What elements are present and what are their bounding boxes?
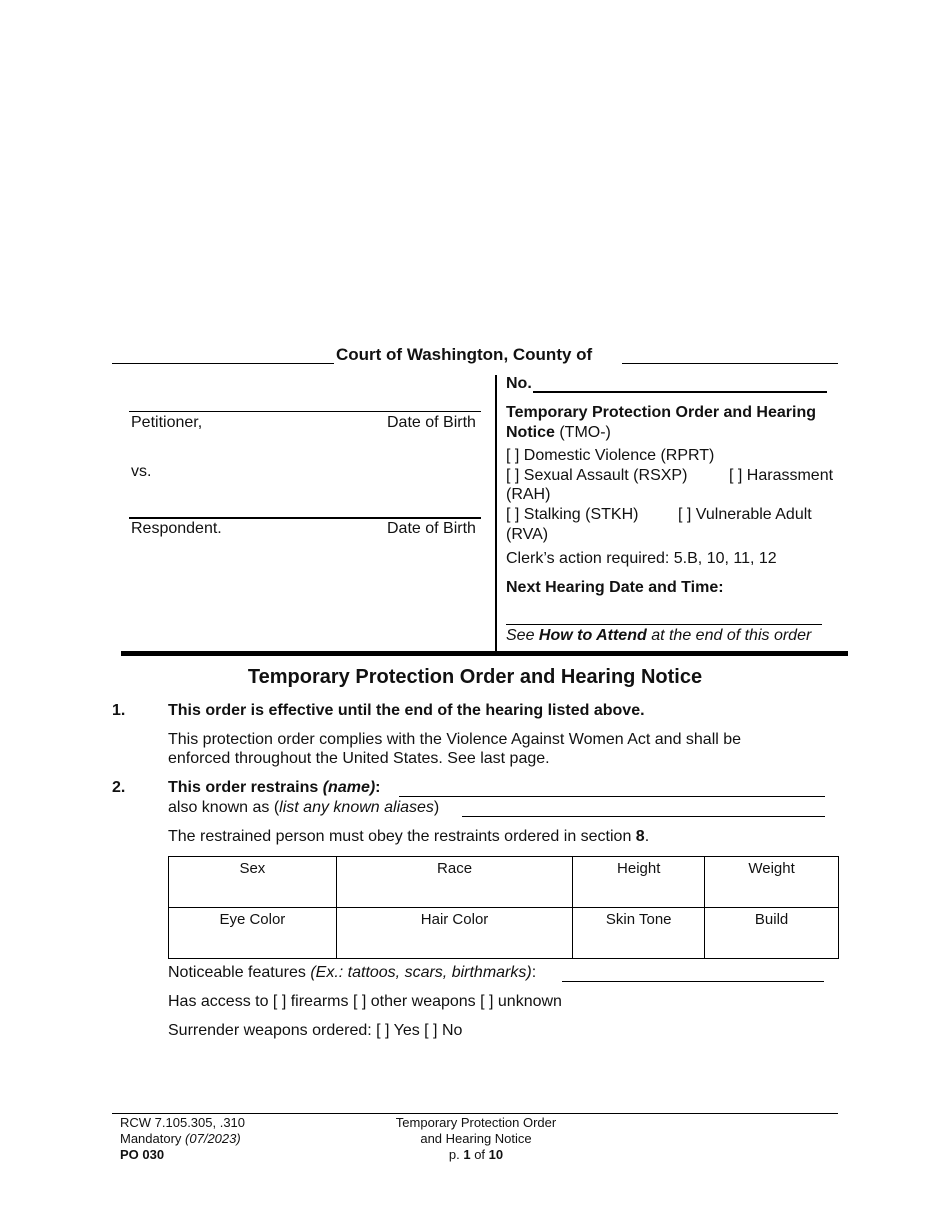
see-post: at the end of this order <box>646 627 812 644</box>
page-pre: p. <box>448 1147 464 1162</box>
build-cell[interactable]: Build <box>705 908 839 959</box>
aka-label <box>168 799 439 817</box>
hair-color-cell[interactable]: Hair Color <box>336 908 573 959</box>
section2-heading-text: This order restrains <box>168 779 323 796</box>
mandatory-label: Mandatory <box>120 1131 186 1146</box>
page-total: 10 <box>488 1147 504 1162</box>
see-how-to-attend <box>506 627 811 645</box>
petitioner-dob-label: Date of Birth <box>387 414 476 431</box>
caption-title: Temporary Protection Order and Hearing <box>506 404 816 421</box>
aka-post: ) <box>433 799 440 816</box>
section2-number: 2. <box>112 779 126 796</box>
clerk-action: Clerk’s action required: 5.B, 10, 11, 12 <box>506 550 777 567</box>
option-harassment[interactable]: [ ] Harassment <box>729 467 834 484</box>
caption-title-code: (TMO-) <box>554 424 611 441</box>
height-cell[interactable]: Height <box>573 857 705 908</box>
obey-statement <box>168 828 649 846</box>
skin-tone-cell[interactable]: Skin Tone <box>573 908 705 959</box>
caption-divider <box>495 375 497 652</box>
aka-pre: also known as ( <box>168 799 280 816</box>
weight-cell[interactable]: Weight <box>705 857 839 908</box>
next-hearing-label: Next Hearing Date and Time: <box>506 579 724 596</box>
petitioner-label: Petitioner, <box>131 414 203 431</box>
section2-heading-colon: : <box>375 779 381 796</box>
section2-heading-name: (name) <box>322 779 376 796</box>
how-to-attend-link: How to Attend <box>538 627 647 644</box>
footer-title-line2: and Hearing Notice <box>420 1131 532 1146</box>
see-pre: See <box>506 627 539 644</box>
respondent-label: Respondent. <box>131 520 222 537</box>
page-of: of <box>470 1147 489 1162</box>
next-hearing-line[interactable] <box>506 624 822 625</box>
obey-pre: The restrained person must obey the restraints ordered in section <box>168 828 636 845</box>
option-vulnerable-adult-code: (RVA) <box>506 526 549 543</box>
obey-num: 8 <box>635 828 645 845</box>
respondent-name-line[interactable] <box>129 517 481 519</box>
section2-heading <box>168 779 381 797</box>
section1-number: 1. <box>112 702 126 719</box>
description-table <box>168 856 839 959</box>
features-pre: Noticeable features <box>168 964 311 981</box>
caption-title-line2 <box>506 424 611 442</box>
restrained-name-line[interactable] <box>399 796 825 797</box>
obey-post: . <box>644 828 650 845</box>
option-harassment-code: (RAH) <box>506 486 551 503</box>
footer-page-number <box>326 1147 626 1162</box>
race-cell[interactable]: Race <box>336 857 573 908</box>
footer-title-line1: Temporary Protection Order <box>395 1115 557 1130</box>
footer-rcw: RCW 7.105.305, .310 <box>120 1115 246 1130</box>
surrender-weapons[interactable]: Surrender weapons ordered: [ ] Yes [ ] No <box>168 1022 463 1039</box>
case-number-line[interactable] <box>533 391 827 393</box>
option-vulnerable-adult[interactable]: [ ] Vulnerable Adult <box>678 506 812 523</box>
respondent-dob-label: Date of Birth <box>387 520 476 537</box>
option-domestic-violence[interactable]: [ ] Domestic Violence (RPRT) <box>506 447 715 464</box>
weapons-access[interactable]: Has access to [ ] firearms [ ] other weapons [ ] unknown <box>168 993 562 1010</box>
aka-line[interactable] <box>462 816 825 817</box>
county-prefix-line[interactable] <box>112 363 334 364</box>
features-colon: : <box>531 964 537 981</box>
vs-label: vs. <box>131 463 152 480</box>
petitioner-name-line[interactable] <box>129 411 481 412</box>
section1-heading: This order is effective until the end of the hearing listed above. <box>168 702 645 719</box>
aka-italic: list any known aliases <box>279 799 434 816</box>
case-number-label: No. <box>506 375 532 392</box>
noticeable-features-label <box>168 964 536 982</box>
court-heading: Court of Washington, County of <box>336 345 593 364</box>
sex-cell[interactable]: Sex <box>169 857 337 908</box>
county-name-line[interactable] <box>622 363 838 364</box>
page-num: 1 <box>463 1147 471 1162</box>
caption-title-notice: Notice <box>506 424 555 441</box>
eye-color-cell[interactable]: Eye Color <box>169 908 337 959</box>
features-italic: (Ex.: tattoos, scars, birthmarks) <box>310 964 532 981</box>
footer-mandatory <box>120 1131 241 1146</box>
caption-bottom-rule <box>121 651 848 656</box>
footer-rule <box>112 1113 838 1114</box>
option-stalking[interactable]: [ ] Stalking (STKH) <box>506 506 639 523</box>
section1-body-line1: This protection order complies with the Violence Against Women Act and shall be <box>168 731 742 748</box>
footer-form-number: PO 030 <box>120 1147 165 1162</box>
main-title: Temporary Protection Order and Hearing Notice <box>247 666 703 688</box>
mandatory-date: (07/2023) <box>185 1131 241 1146</box>
option-sexual-assault[interactable]: [ ] Sexual Assault (RSXP) <box>506 467 688 484</box>
table-row <box>169 908 839 959</box>
table-row <box>169 857 839 908</box>
noticeable-features-line[interactable] <box>562 981 824 982</box>
section1-body-line2: enforced throughout the United States. See last page. <box>168 750 550 767</box>
